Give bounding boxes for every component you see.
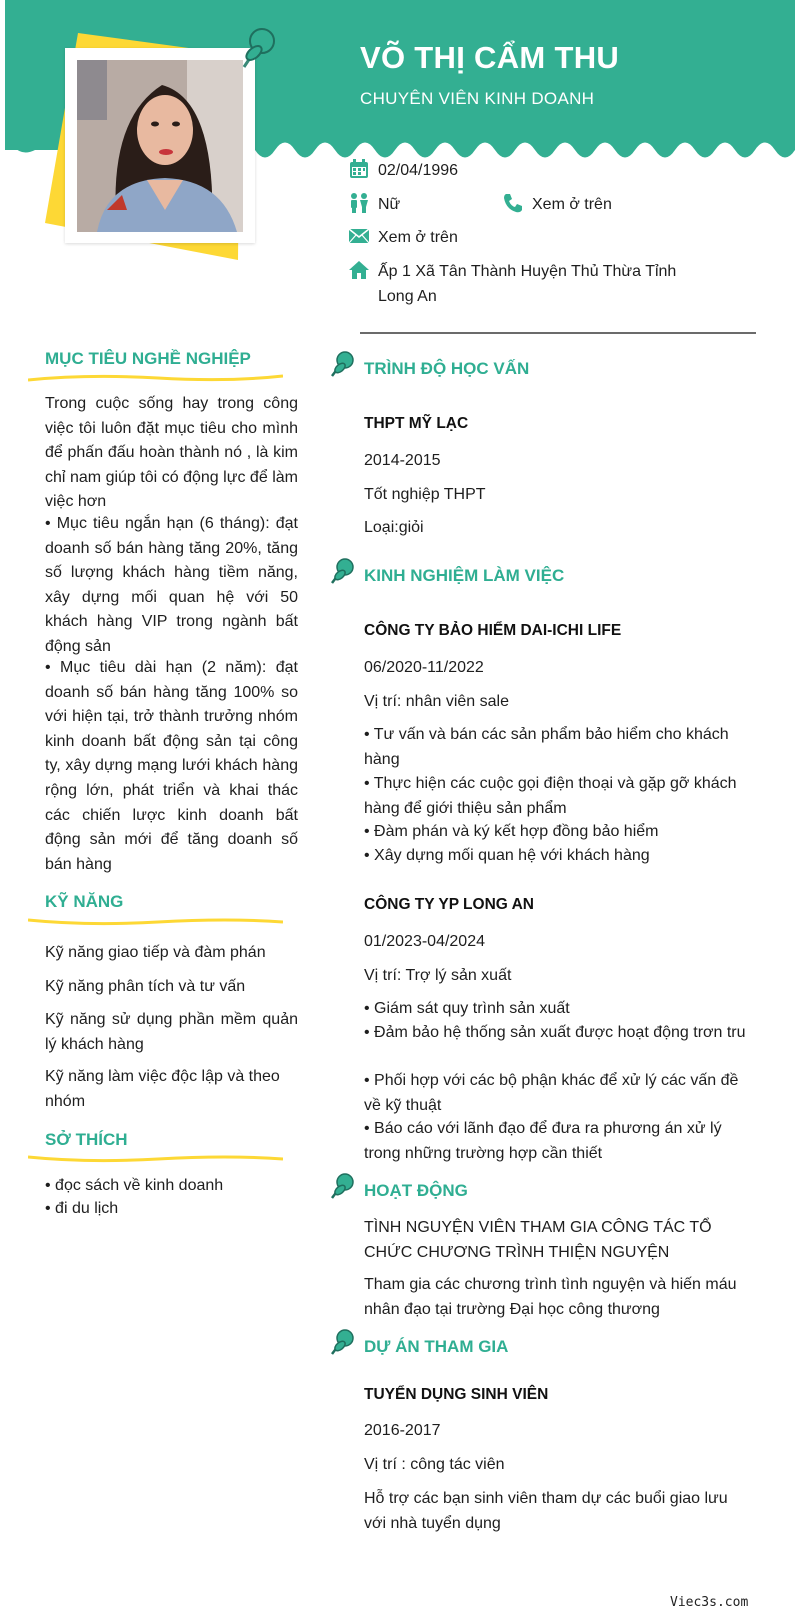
skills-underline: [28, 916, 283, 928]
pin-icon: [330, 1328, 356, 1356]
education-period: 2014-2015: [364, 452, 441, 469]
skill-item: Kỹ năng làm việc độc lập và theo nhóm: [45, 1068, 280, 1110]
candidate-name: VÕ THỊ CẨM THU: [360, 40, 620, 75]
pin-icon: [240, 25, 280, 71]
phone-icon: [502, 192, 524, 214]
job-position: Vị trí: Trợ lý sản xuất: [364, 967, 512, 984]
job-duty: • Đàm phán và ký kết hợp đồng bảo hiểm: [364, 823, 659, 840]
job-duty: • Đảm bảo hệ thống sản xuất được hoạt động trơn tru: [364, 1024, 746, 1041]
education-title: TRÌNH ĐỘ HỌC VẤN: [364, 359, 530, 378]
job-duty: • Thực hiện các cuộc gọi điện thoại và gặp gỡ khách hàng để giới thiệu sản phẩm: [364, 775, 737, 817]
education-degree: Tốt nghiệp THPT: [364, 486, 486, 503]
project-position: Vị trí : công tác viên: [364, 1456, 505, 1473]
education-school: THPT MỸ LẠC: [364, 415, 469, 432]
objective-underline: [28, 372, 283, 384]
home-icon: [348, 259, 370, 281]
hobby-item: • đọc sách về kinh doanh: [45, 1177, 224, 1194]
birthday-value: 02/04/1996: [378, 162, 459, 179]
profile-photo: [77, 60, 243, 232]
education-rank: Loại:giỏi: [364, 519, 424, 536]
activity-name: TÌNH NGUYỆN VIÊN THAM GIA CÔNG TÁC TỔ CHỨC CHƯƠNG TRÌNH THIỆN NGUYỆN: [364, 1219, 712, 1261]
job-period: 01/2023-04/2024: [364, 933, 485, 950]
email-value: Xem ở trên: [378, 229, 458, 246]
job-position: Vị trí: nhân viên sale: [364, 693, 509, 710]
skills-title: KỸ NĂNG: [45, 892, 124, 911]
skill-item: Kỹ năng sử dụng phần mềm quản lý khách hàng: [45, 1011, 298, 1053]
project-name: TUYỂN DỤNG SINH VIÊN: [364, 1386, 549, 1403]
pin-icon: [330, 350, 356, 378]
activity-description: Tham gia các chương trình tình nguyện và hiến máu nhân đạo tại trường Đại học công thương: [364, 1276, 737, 1318]
experience-title: KINH NGHIỆM LÀM VIỆC: [364, 566, 565, 585]
header-divider: [360, 332, 756, 334]
job-company: CÔNG TY YP LONG AN: [364, 896, 534, 913]
job-duty: • Xây dựng mối quan hệ với khách hàng: [364, 847, 650, 864]
job-duty: • Phối hợp với các bộ phận khác để xử lý các vấn đề về kỹ thuật: [364, 1072, 739, 1114]
photo-frame: [65, 48, 255, 243]
email-icon: [348, 225, 370, 247]
activities-title: HOẠT ĐỘNG: [364, 1181, 468, 1200]
projects-title: DỰ ÁN THAM GIA: [364, 1337, 509, 1356]
phone-value: Xem ở trên: [532, 196, 612, 213]
pin-icon: [330, 557, 356, 585]
skill-item: Kỹ năng giao tiếp và đàm phán: [45, 944, 266, 961]
gender-value: Nữ: [378, 196, 401, 213]
address-line2: Long An: [378, 288, 437, 305]
skill-item: Kỹ năng phân tích và tư vấn: [45, 978, 246, 995]
hobbies-title: SỞ THÍCH: [45, 1130, 128, 1149]
objective-paragraph-3: • Mục tiêu dài hạn (2 năm): đạt doanh số bán hàng tăng 100% so với hiện tại, trở thành trưởng nhóm kinh doanh bất động sản tại công ty, xây dựng mạng lưới khách hàng rộng lớn, phát triển và khai thác các chiến lược kinh doanh bất động sản mới để tăng doanh số bán hàng: [45, 659, 298, 873]
job-title: CHUYÊN VIÊN KINH DOANH: [360, 89, 595, 108]
photo-area: [40, 25, 290, 275]
calendar-icon: [348, 158, 370, 180]
job-company: CÔNG TY BẢO HIỂM DAI-ICHI LIFE: [364, 622, 622, 639]
gender-icon: [348, 192, 370, 214]
pin-icon: [330, 1172, 356, 1200]
objective-paragraph-1: Trong cuộc sống hay trong công việc tôi luôn đặt mục tiêu cho mình để phấn đấu hoàn thành nó , là kim chỉ nam giúp tôi có động lực để làm việc hơn: [45, 395, 298, 511]
hobby-item: • đi du lịch: [45, 1200, 119, 1217]
watermark: Viec3s.com: [670, 1595, 749, 1610]
job-duty: • Báo cáo với lãnh đạo để đưa ra phương án xử lý trong những trường hợp cần thiết: [364, 1120, 722, 1162]
project-period: 2016-2017: [364, 1422, 441, 1439]
objective-title: MỤC TIÊU NGHỀ NGHIỆP: [45, 349, 251, 368]
job-duty: • Tư vấn và bán các sản phẩm bảo hiểm cho khách hàng: [364, 726, 729, 768]
objective-paragraph-2: • Mục tiêu ngắn hạn (6 tháng): đạt doanh số bán hàng tăng 20%, tăng số lượng khách hàng tiềm năng, xây dựng mối quan hệ với 50 khách hàng VIP trong ngành bất động sản: [45, 515, 298, 655]
job-period: 06/2020-11/2022: [364, 659, 484, 676]
address-line1: Ấp 1 Xã Tân Thành Huyện Thủ Thừa Tỉnh: [378, 263, 677, 280]
hobbies-underline: [28, 1153, 283, 1165]
job-duty: • Giám sát quy trình sản xuất: [364, 1000, 570, 1017]
project-description: Hỗ trợ các bạn sinh viên tham dự các buổi giao lưu với nhà tuyển dụng: [364, 1490, 728, 1532]
